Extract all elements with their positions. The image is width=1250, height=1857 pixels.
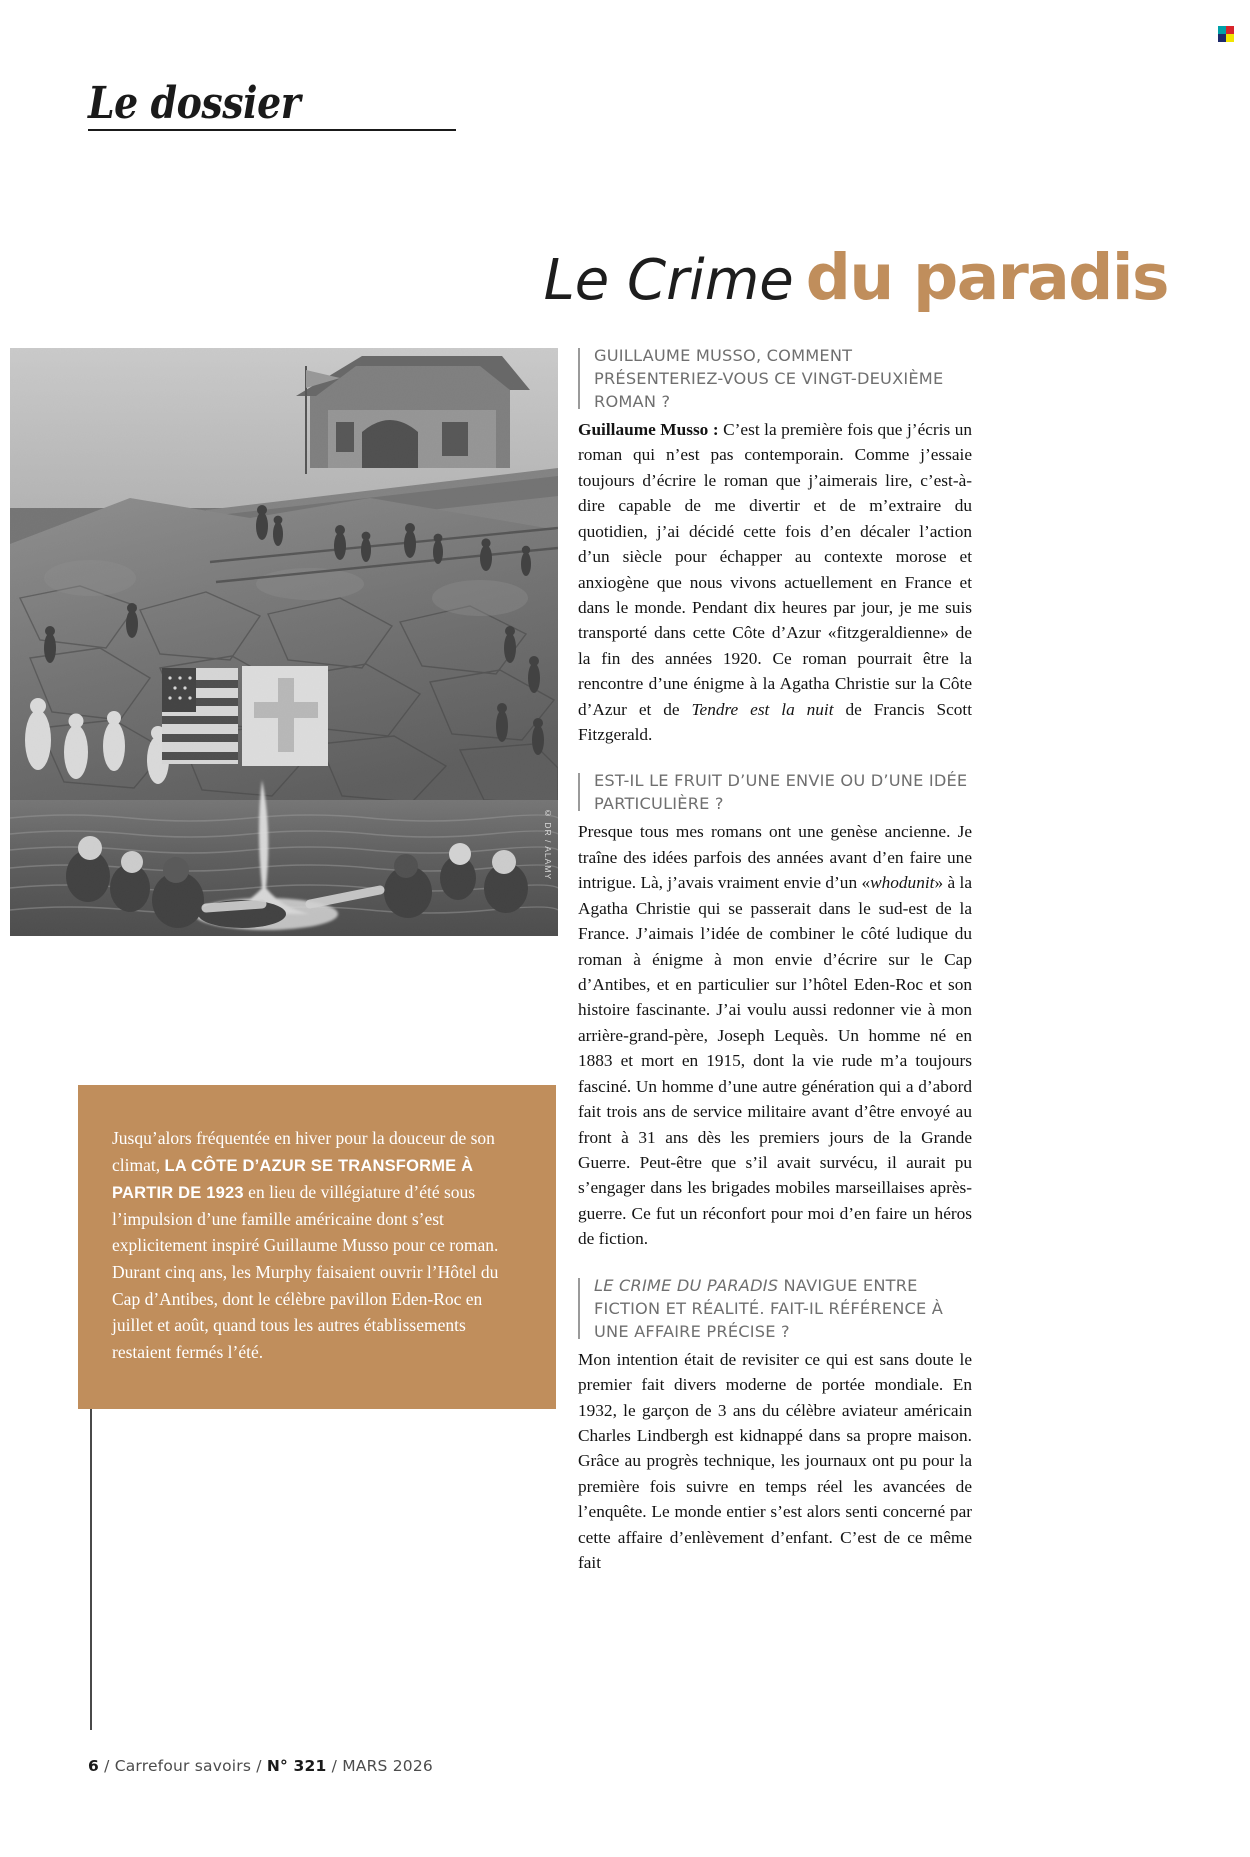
photo-credit: © DR / ALAMY: [543, 807, 553, 880]
rubric: [88, 78, 458, 131]
photo-caption-box: [78, 1085, 556, 1409]
photo-caption-text: [112, 1125, 516, 1365]
footer-sep-2: /: [251, 1757, 267, 1775]
right-column: [578, 344, 972, 1597]
caption-part-1: Jusqu’alors fréquentée en hiver pour la douceur de son climat,: [112, 1128, 495, 1175]
question-3-rest: NAVIGUE ENTRE FICTION ET RÉALITÉ. FAIT-IL RÉFÉRENCE À UNE AFFAIRE PRÉCISE ?: [594, 1275, 944, 1341]
qa-block-3: [578, 1274, 972, 1576]
answer-1-book-title: Tendre est la nuit: [691, 699, 834, 719]
reg-swatch-cyan: [1218, 26, 1226, 34]
caption-highlight: LA CÔTE D’AZUR SE TRANSFORME À PARTIR DE 1923: [112, 1156, 474, 1202]
left-column: [10, 348, 558, 936]
qa-block-2: [578, 769, 972, 1251]
question-3-text: [594, 1274, 972, 1343]
answer-2: [578, 819, 972, 1251]
answer-2-term: whodunit: [870, 873, 935, 893]
qa-block-1: [578, 344, 972, 747]
footer-date: MARS 2026: [342, 1757, 433, 1775]
reg-swatch-magenta: [1226, 26, 1234, 34]
reg-swatch-yellow: [1226, 34, 1234, 42]
answer-2-text-end: » à la Agatha Christie qui se passerait dans le sud-est de la France. J’aimais l’idée de combiner le côté ludique du roman à énigme à mon envie d’écrire sur le Cap d’Antibes, et en particulier sur l’hôtel Eden-Roc et son histoire fascinante. J’ai voulu aussi redonner vie à mon arrière-grand-père, Joseph Lequès. Un homme né en 1883 et mort en 1915, dont la vie rude m’a toujours fasciné. Un homme d’une autre génération qui a d’abord fait trois ans de service militaire avant d’être envoyé au front à 31 ans dès les premiers jours de la Grande Guerre. Peut-être que s’il avait survécu, il aurait pu s’engager dans les brigades mobiles marseillaises après-guerre. Ce fut un réconfort pour moi d’en faire un héros de fiction.: [578, 873, 972, 1249]
answer-1: [578, 417, 972, 747]
question-2: [578, 769, 972, 815]
reg-swatch-blue: [1218, 34, 1226, 42]
footer-sep-3: /: [326, 1757, 343, 1775]
page-title-bold: du paradis: [805, 241, 1168, 314]
footer-sep-1: /: [99, 1757, 115, 1775]
question-3: [578, 1274, 972, 1343]
question-3-book-title: LE CRIME DU PARADIS: [594, 1275, 779, 1295]
rubric-label: Le dossier: [88, 78, 301, 129]
answer-1-speaker: Guillaume Musso :: [578, 420, 724, 439]
footer-page-number: 6: [88, 1757, 99, 1775]
answer-1-text-end: de Francis Scott Fitzgerald.: [578, 699, 973, 745]
question-2-text: EST-IL LE FRUIT D’UNE ENVIE OU D’UNE IDÉE PARTICULIÈRE ?: [594, 771, 968, 814]
rubric-underline: [88, 129, 456, 131]
question-1-text: GUILLAUME MUSSO, COMMENT PRÉSENTERIEZ-VOUS CE VINGT-DEUXIÈME ROMAN ?: [594, 346, 944, 411]
footer-magazine-name: Carrefour savoirs: [114, 1757, 252, 1775]
article-photo: [10, 348, 558, 936]
caption-part-2: en lieu de villégiature d’été sous l’impulsion d’une famille américaine dont s’est explicitement inspiré Guillaume Musso pour ce roman. Durant cinq ans, les Murphy faisaient ouvrir l’Hôtel du Cap d’Antibes, dont le célèbre pavillon Eden-Roc en juillet et août, quand tous les autres établissements restaient fermés l’été.: [112, 1181, 499, 1362]
registration-color-mark: [1218, 26, 1234, 42]
page-title-light: Le Crime: [543, 248, 794, 313]
photo-illustration: [10, 348, 558, 936]
page-title: [543, 241, 1168, 314]
answer-2-text: Presque tous mes romans ont une genèse ancienne. Je traîne des idées parfois des années avant d’en faire une intrigue. Là, j’avais vraiment envie d’un «: [578, 822, 972, 893]
question-1: [578, 344, 972, 413]
answer-1-text: C’est la première fois que j’écris un roman qui n’est pas contemporain. Comme j’essaie toujours d’écrire le roman que j’aimerais lire, c’est-à-dire capable de me divertir et de m’extraire du quotidien, j’ai décidé cette fois d’en décaler l’action d’un siècle pour échapper au contexte morose et anxiogène que nous vivons actuellement en France et dans le monde. Pendant dix heures par jour, je me suis transporté dans cette Côte d’Azur «fitzgeraldienne» de la fin des années 1920. Ce roman pourrait être la rencontre d’une énigme à la Agatha Christie sur la Côte d’Azur et de: [578, 420, 972, 719]
answer-3: Mon intention était de revisiter ce qui est sans doute le premier fait divers moderne de portée mondiale. En 1932, le garçon de 3 ans du célèbre aviateur américain Charles Lindbergh est kidnappé dans sa propre maison. Grâce au progrès technique, les journaux ont pu pour la première fois suivre en temps réel les avancées de l’enquête. Le monde entier s’est alors senti concerné par cette affaire d’enlèvement d’enfant. C’est de ce même fait: [578, 1349, 972, 1573]
footer-issue-number: N° 321: [266, 1757, 327, 1775]
page-footer: [88, 1757, 433, 1775]
